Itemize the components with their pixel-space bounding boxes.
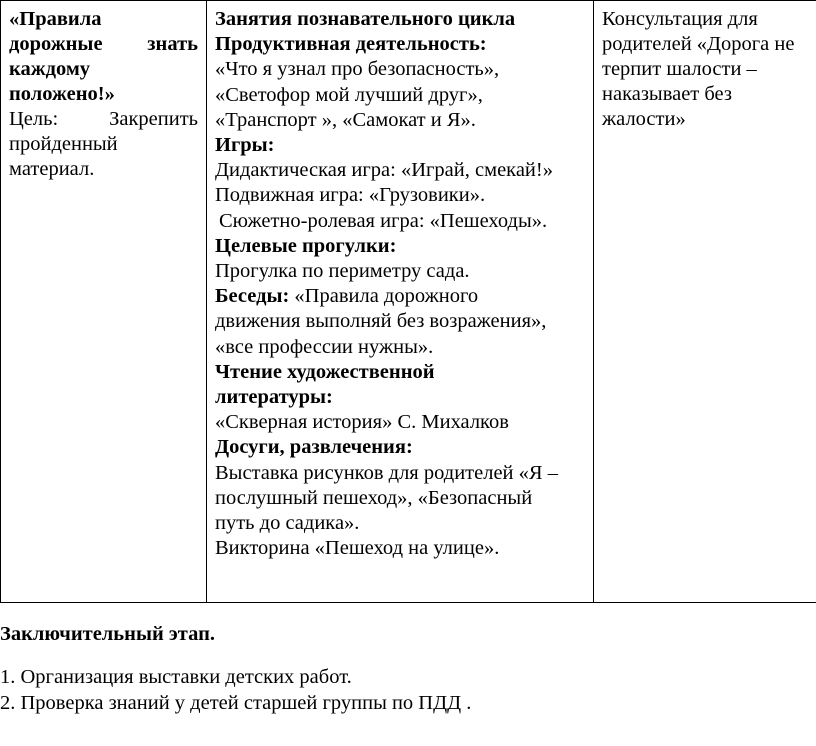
- reading-item: «Скверная история» С. Михалков: [215, 411, 509, 434]
- game-item: Дидактическая игра: «Играй, смекай!»: [215, 159, 553, 182]
- talks-line: движения выполняй без возражения»,: [215, 310, 547, 333]
- talks-heading: Беседы:: [215, 285, 290, 308]
- reading-heading: Чтение художественной: [215, 360, 435, 383]
- talks-line: [215, 284, 585, 309]
- parents-line: терпит шалости –: [602, 58, 757, 80]
- talks-line: «все профессии нужны».: [215, 335, 434, 358]
- talks-text: «Правила дорожного: [289, 285, 479, 308]
- leisure-line: путь до садика».: [215, 512, 360, 535]
- walks-heading: Целевые прогулки:: [215, 234, 397, 257]
- activities-heading: Занятия познавательного цикла: [215, 8, 516, 30]
- parents-line: жалости»: [602, 108, 686, 130]
- leisure-line: Выставка рисунков для родителей «Я –: [215, 461, 558, 484]
- stage-cell: [1, 1, 207, 603]
- list-item: 2. Проверка знаний у детей старшей группы по ПДД .: [0, 692, 472, 714]
- table-row: [1, 1, 816, 603]
- final-stage-title: Заключительный этап.: [0, 623, 215, 645]
- productive-heading: Продуктивная деятельность:: [215, 33, 487, 56]
- reading-heading: литературы:: [215, 386, 333, 409]
- final-stage-section: [0, 622, 816, 716]
- walk-item: Прогулка по периметру сада.: [215, 260, 470, 283]
- final-stage-list: [0, 664, 816, 716]
- list-item: 1. Организация выставки детских работ.: [0, 666, 352, 688]
- stage-title: «Правила дорожные знать каждому положено!»: [9, 8, 198, 105]
- stage-goal: Цель: Закрепить пройденный материал.: [9, 108, 198, 180]
- parents-cell: [594, 1, 816, 603]
- activities-cell: [207, 1, 594, 603]
- games-heading: Игры:: [215, 134, 275, 157]
- game-item: Подвижная игра: «Грузовики».: [215, 184, 486, 207]
- productive-line: «Светофор мой лучший друг»,: [215, 83, 483, 106]
- leisure-line: Викторина «Пешеход на улице».: [215, 537, 500, 560]
- parents-line: наказывает без: [602, 83, 732, 105]
- parents-line: Консультация для: [602, 8, 758, 30]
- leisure-line: послушный пешеход», «Безопасный: [215, 486, 533, 509]
- leisure-heading: Досуги, развлечения:: [215, 436, 413, 459]
- game-item: Сюжетно-ролевая игра: «Пешеходы».: [219, 209, 548, 232]
- productive-line: «Транспорт », «Самокат и Я».: [215, 108, 476, 131]
- productive-line: «Что я узнал про безопасность»,: [215, 58, 500, 81]
- parents-line: родителей «Дорога не: [602, 33, 795, 55]
